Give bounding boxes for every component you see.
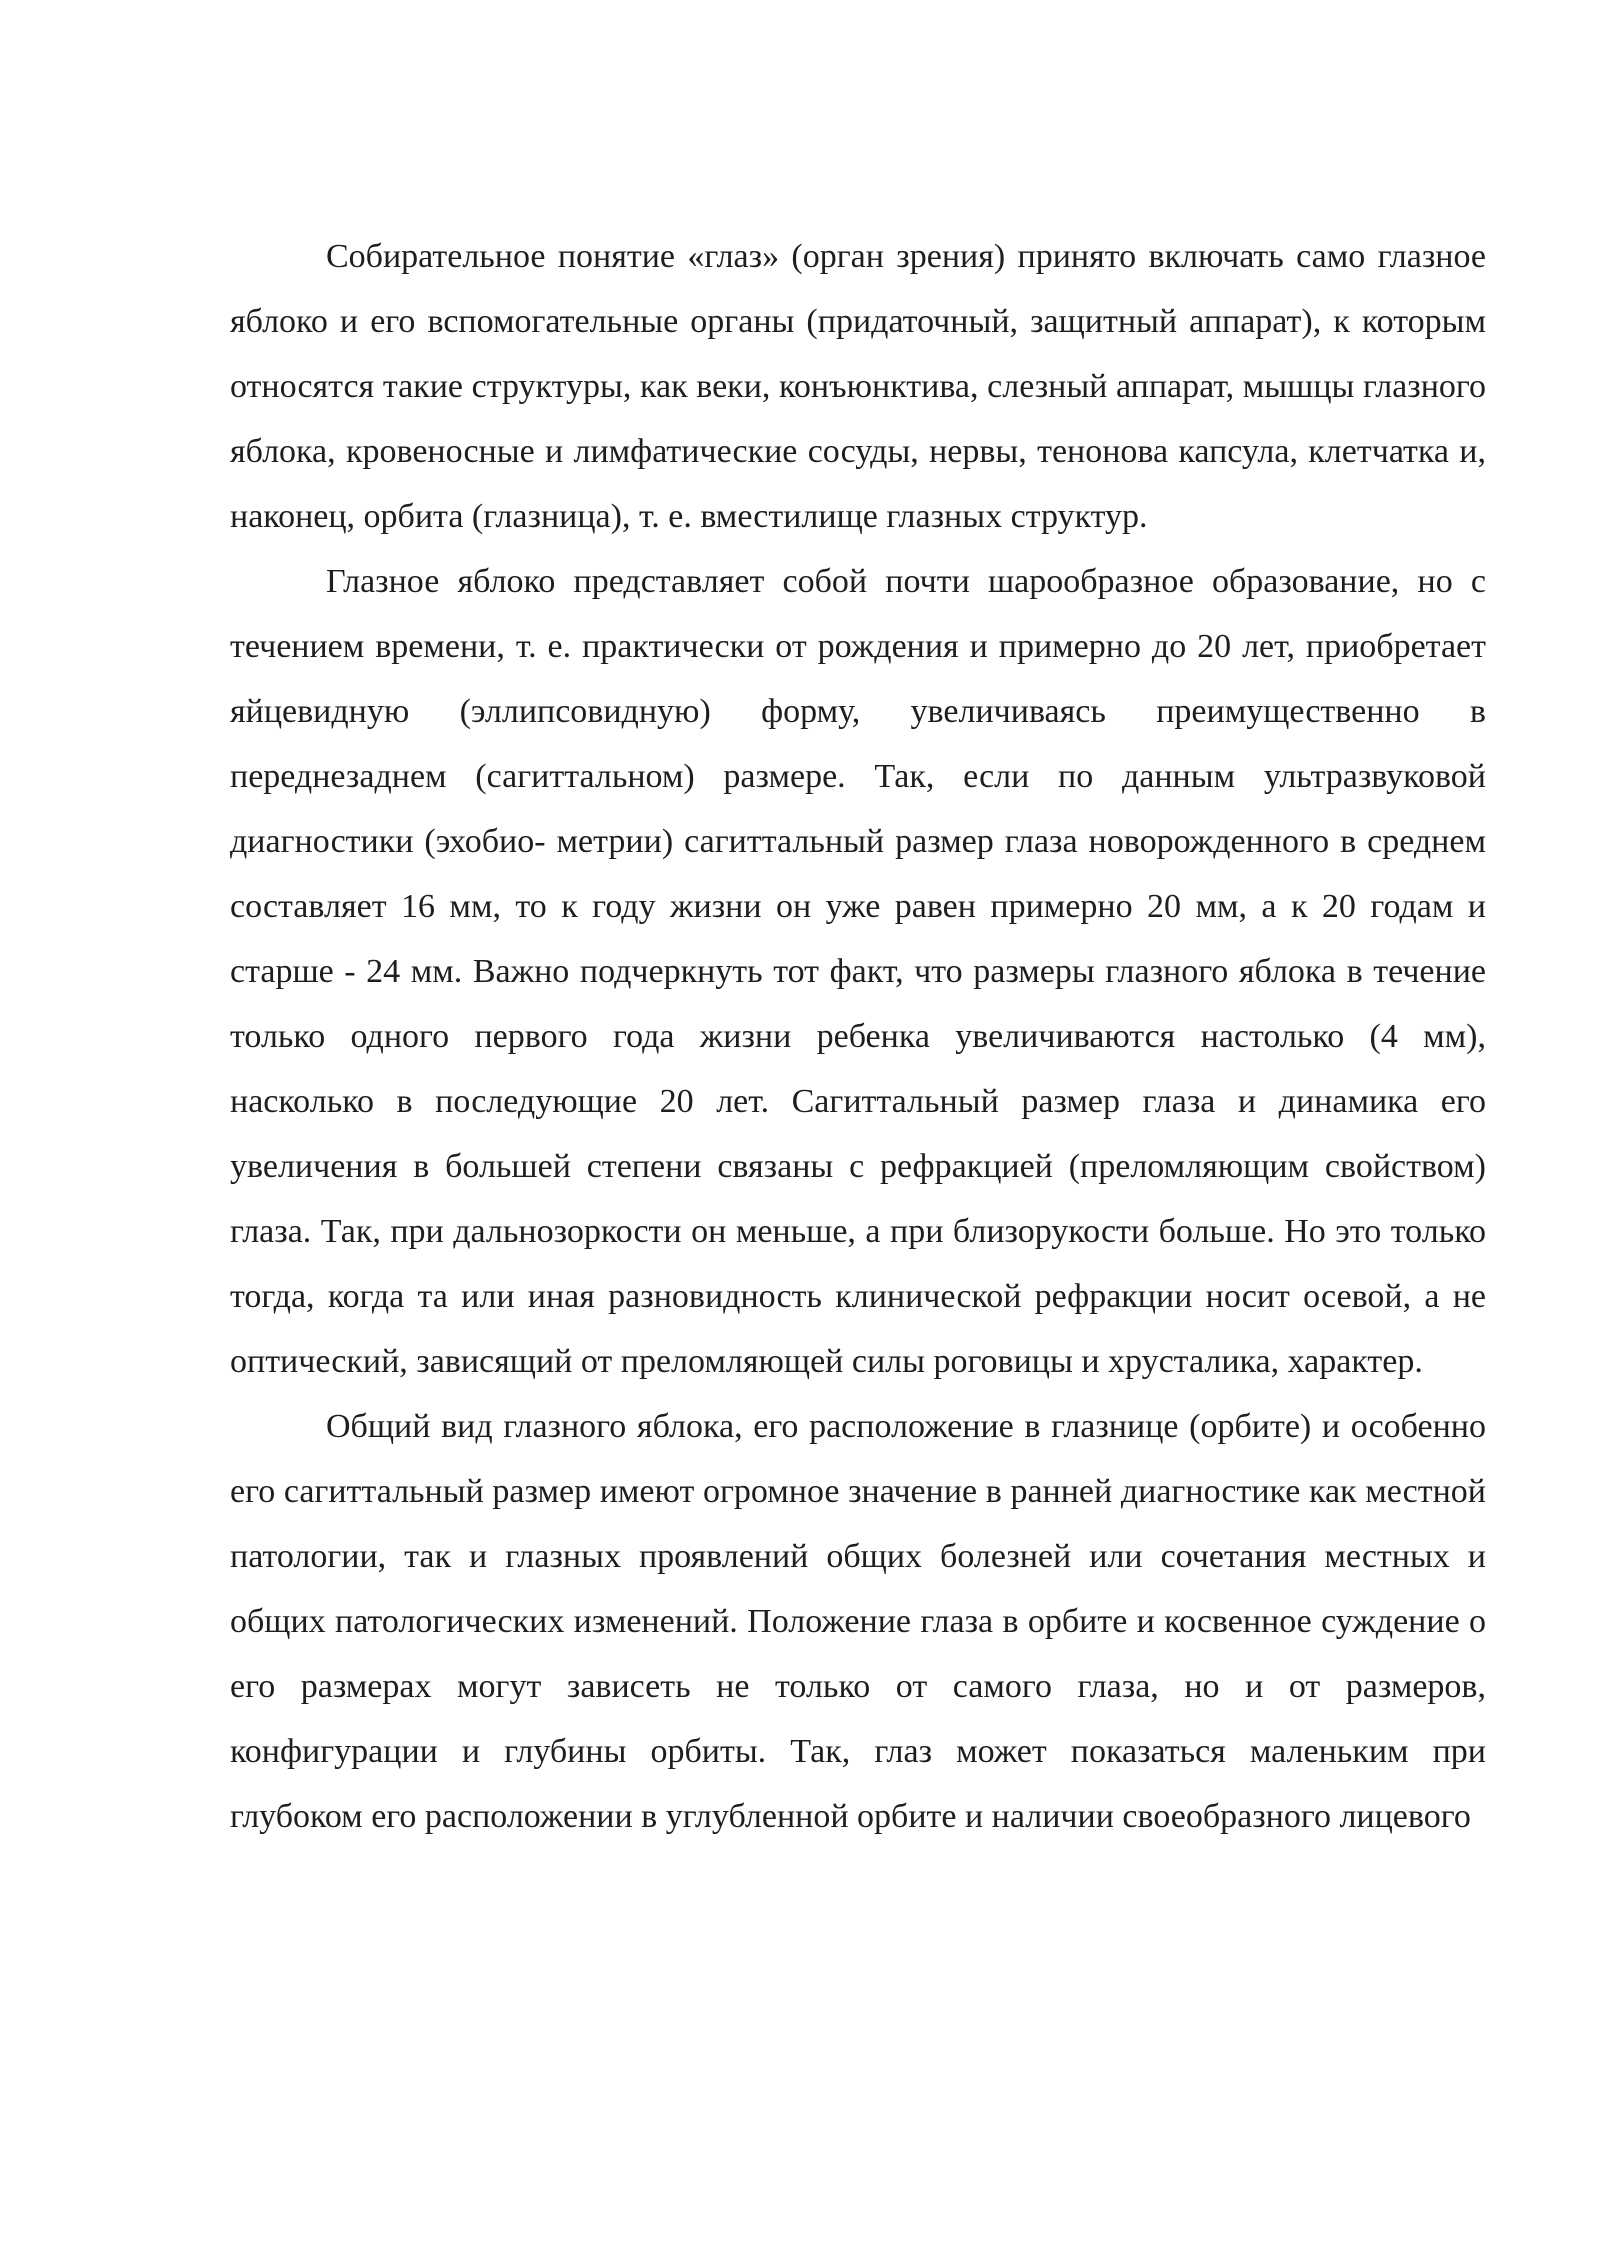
paragraph: Общий вид глазного яблока, его расположение в глазнице (орбите) и особенно его сагиттальный размер имеют огромное значение в ранней диагностике как местной патологии, так и глазных проявлений общих болезней или сочетания местных и общих патологических изменений. Положение глаза в орбите и косвенное суждение о его размерах могут зависеть не только от самого глаза, но и от размеров, конфигурации и глубины орбиты. Так, глаз может показаться маленьким при глубоком его расположении в углубленной орбите и наличии своеобразного лицевого <box>230 1408 1486 1835</box>
paragraph: Глазное яблоко представляет собой почти шарообразное образование, но с течением времени, т. е. практически от рождения и примерно до 20 лет, приобретает яйцевидную (эллипсовидную) форму, увеличиваясь преимущественно в переднезаднем (сагиттальном) размере. Так, если по данным ультразвуковой диагностики (эхобио- метрии) сагиттальный размер глаза новорожденного в среднем составляет 16 мм, то к году жизни он уже равен примерно 20 мм, а к 20 годам и старше - 24 мм. Важно подчеркнуть тот факт, что размеры глазного яблока в течение только одного первого года жизни ребенка увеличиваются настолько (4 мм), насколько в последующие 20 лет. Сагиттальный размер глаза и динамика его увеличения в большей степени связаны с рефракцией (преломляющим свойством) глаза. Так, при дальнозоркости он меньше, а при близорукости больше. Но это только тогда, когда та или иная разновидность клинической рефракции носит осевой, а не оптический, зависящий от преломляющей силы роговицы и хрусталика, характер. <box>230 563 1486 1380</box>
body-text <box>230 224 1486 1849</box>
paragraph: Собирательное понятие «глаз» (орган зрения) принято включать само глазное яблоко и его вспомогательные органы (придаточный, защитный аппарат), к которым относятся такие структуры, как веки, конъюнктива, слезный аппарат, мышцы глазного яблока, кровеносные и лимфатические сосуды, нервы, тенонова капсула, клетчатка и, наконец, орбита (глазница), т. е. вместилище глазных структур. <box>230 238 1486 535</box>
